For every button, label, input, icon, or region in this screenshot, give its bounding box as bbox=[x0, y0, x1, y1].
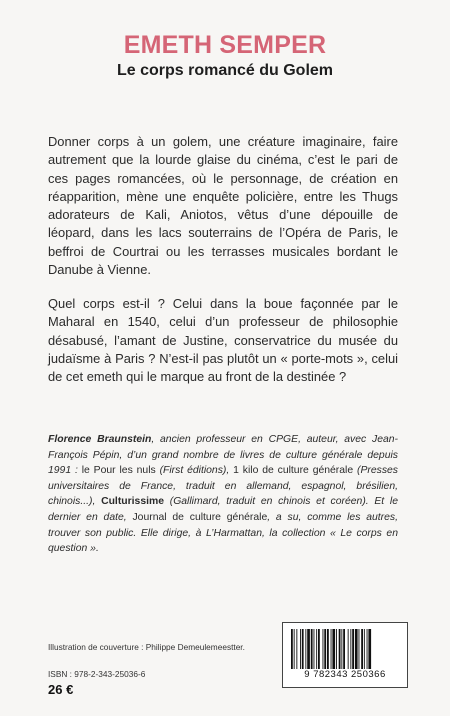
synopsis-paragraph-1: Donner corps à un golem, une créature imaginaire, faire autrement que la lourde glaise du cinéma, c’est le pari de ces pages romancées, où le personnage, de création en réapparition, mène une enquête policière, entre les Thugs adorateurs de Kali, Aniotos, vêtus d’une dépouille de léopard, dans les lacs souterrains de l’Opéra de Paris, le beffroi de Courtrai ou les terrasses musicales bordant le Danube à Vienne. bbox=[48, 134, 398, 278]
author-bio bbox=[48, 432, 398, 557]
book-title: EMETH SEMPER bbox=[123, 31, 327, 59]
illustration-credit: Illustration de couverture : Philippe Demeulemeestter. bbox=[48, 642, 245, 652]
price: 26 € bbox=[48, 682, 74, 697]
synopsis-paragraph-2: Quel corps est-il ? Celui dans la boue façonnée par le Maharal en 1540, celui d’un professeur de philosophie désabusé, l’amant de Justine, conservatrice du musée du judaïsme à Paris ? N’est-il pas plutôt un « porte-mots », celui de cet emeth qui le marque au front de la destinée ? bbox=[48, 296, 398, 385]
barcode-digits: 9 782343 250366 bbox=[304, 669, 386, 680]
bio-text-5: , a su, comme les autres, trouver son public. Elle dirige, à L’Harmattan, la collection « Le corps en question ». bbox=[48, 511, 398, 555]
isbn: ISBN : 978-2-343-25036-6 bbox=[48, 669, 146, 679]
cover-header bbox=[0, 30, 450, 81]
bio-book-3: Culturissime bbox=[101, 496, 165, 508]
bio-text-3: (Presses universitaires de France, traduit en allemand, espagnol, brésilien, chinois...), bbox=[48, 465, 398, 508]
bio-text-2: (First éditions), bbox=[155, 465, 234, 477]
bio-text-1: , ancien professeur en CPGE, auteur, avec Jean-François Pépin, d’un grand nombre de livres de culture générale depuis 1991 : bbox=[48, 434, 398, 477]
bio-book-2: 1 kilo de culture générale bbox=[233, 465, 354, 477]
bio-book-4: Journal de culture générale bbox=[132, 511, 268, 523]
barcode bbox=[282, 622, 408, 688]
bio-text-4: (Gallimard, traduit en chinois et coréen). Et le dernier en date, bbox=[48, 496, 398, 523]
author-name: Florence Braunstein bbox=[48, 434, 152, 445]
bio-book-1: le Pour les nuls bbox=[81, 465, 156, 477]
book-subtitle: Le corps romancé du Golem bbox=[116, 62, 334, 79]
barcode-bars bbox=[291, 629, 399, 669]
